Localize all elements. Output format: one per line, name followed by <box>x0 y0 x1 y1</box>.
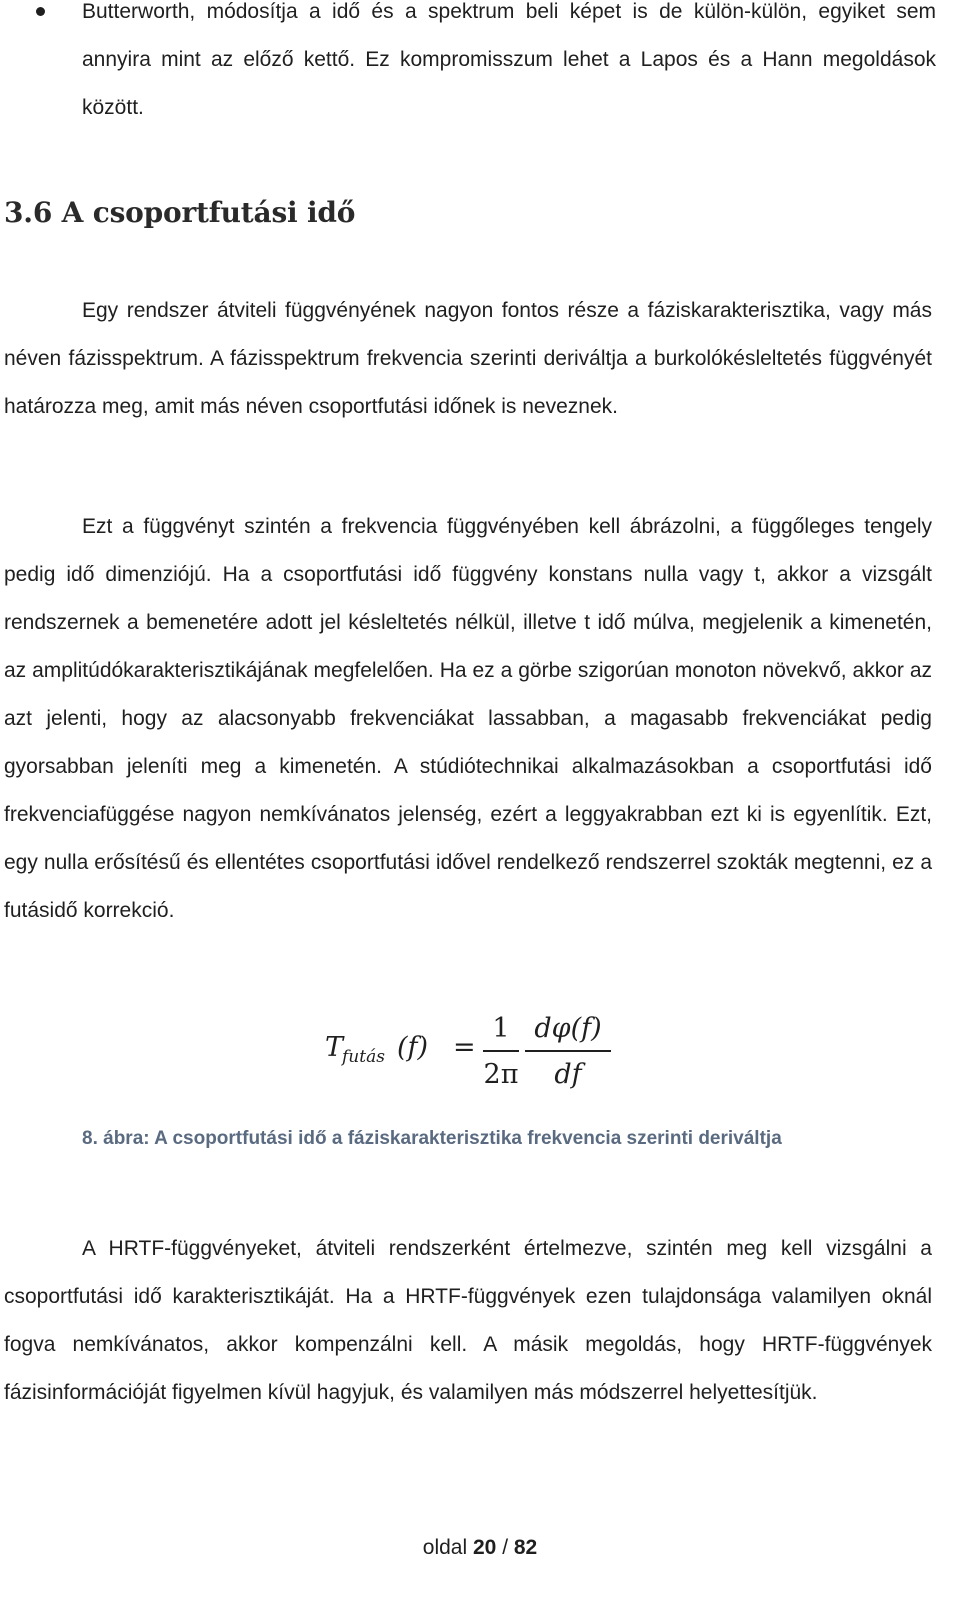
paragraph-2 <box>4 503 932 935</box>
formula-symbol: T <box>325 1032 344 1063</box>
paragraph-2-text: Ezt a függvényt szintén a frekvencia függvényében kell ábrázolni, a függőleges tengely pedig idő dimenziójú. Ha a csoportfutási idő függvény konstans nulla vagy t, akkor a vizsgált rendszernek a bemenetére adott jel késleltetés nélkül, illetve t idő múlva, megjelenik a kimenetén, az amplitúdókarakterisztikájának megfelelően. Ha ez a görbe szigorúan monoton növekvő, akkor az azt jelenti, hogy az alacsonyabb frekvenciákat lassabban, a magasabb frekvenciákat pedig gyorsabban jeleníti meg a kimenetén. A stúdiótechnikai alkalmazásokban a csoportfutási idő frekvenciafüggése nagyon nemkívánatos jelenség, ezért a leggyakrabban ezt ki is egyenlítik. Ezt, egy nulla erősítésű és ellentétes csoportfutási idővel rendelkező rendszerrel szokták megtenni, ez a futásidő korrekció. <box>4 515 932 922</box>
formula-frac1-bar <box>483 1050 519 1052</box>
formula-fraction-derivative <box>525 1010 611 1094</box>
formula-frac1-denominator: 2π <box>483 1059 519 1090</box>
formula-fraction-constant <box>483 1010 519 1094</box>
formula-equals: = <box>453 1032 476 1063</box>
footer-separator: / <box>502 1536 509 1559</box>
formula-frac2-denominator: df <box>554 1059 582 1090</box>
formula-frac1-numerator: 1 <box>492 1013 510 1044</box>
paragraph-1-text: Egy rendszer átviteli függvényének nagyon fontos része a fáziskarakterisztika, vagy más néven fázisspektrum. A fázisspektrum frekvencia szerinti deriváltja a burkolókésleltetés függvényét határozza meg, amit más néven csoportfutási időnek is neveznek. <box>4 299 932 418</box>
paragraph-1 <box>4 287 932 431</box>
footer-total-pages: 82 <box>513 1536 538 1559</box>
section-heading: 3.6 A csoportfutási idő <box>4 196 356 229</box>
paragraph-3 <box>4 1225 932 1417</box>
footer-prefix: oldal <box>422 1536 468 1559</box>
bullet-text: Butterworth, módosítja a idő és a spektrum beli képet is de külön-külön, egyiket sem annyira mint az előző kettő. Ez kompromisszum lehet a Lapos és a Hann megoldások között. <box>82 0 936 119</box>
formula-frac2-bar <box>525 1050 611 1052</box>
figure-caption: 8. ábra: A csoportfutási idő a fáziskarakterisztika frekvencia szerinti deriváltja <box>82 1128 782 1149</box>
formula-argument: (f) <box>397 1032 429 1063</box>
formula-frac2-numerator: dφ(f) <box>534 1013 602 1044</box>
bullet-icon <box>36 7 45 16</box>
formula-subscript: futás <box>342 1047 385 1067</box>
footer-current-page: 20 <box>472 1536 497 1559</box>
paragraph-3-text: A HRTF-függvényeket, átviteli rendszerként értelmezve, szintén meg kell vizsgálni a csoportfutási idő karakterisztikáját. Ha a HRTF-függvények ezen tulajdonsága valamilyen oknál fogva nemkívánatos, akkor kompenzálni kell. A másik megoldás, hogy HRTF-függvények fázisinformációját figyelmen kívül hagyjuk, és valamilyen más módszerrel helyettesítjük. <box>4 1237 932 1404</box>
page-footer <box>0 1536 960 1560</box>
